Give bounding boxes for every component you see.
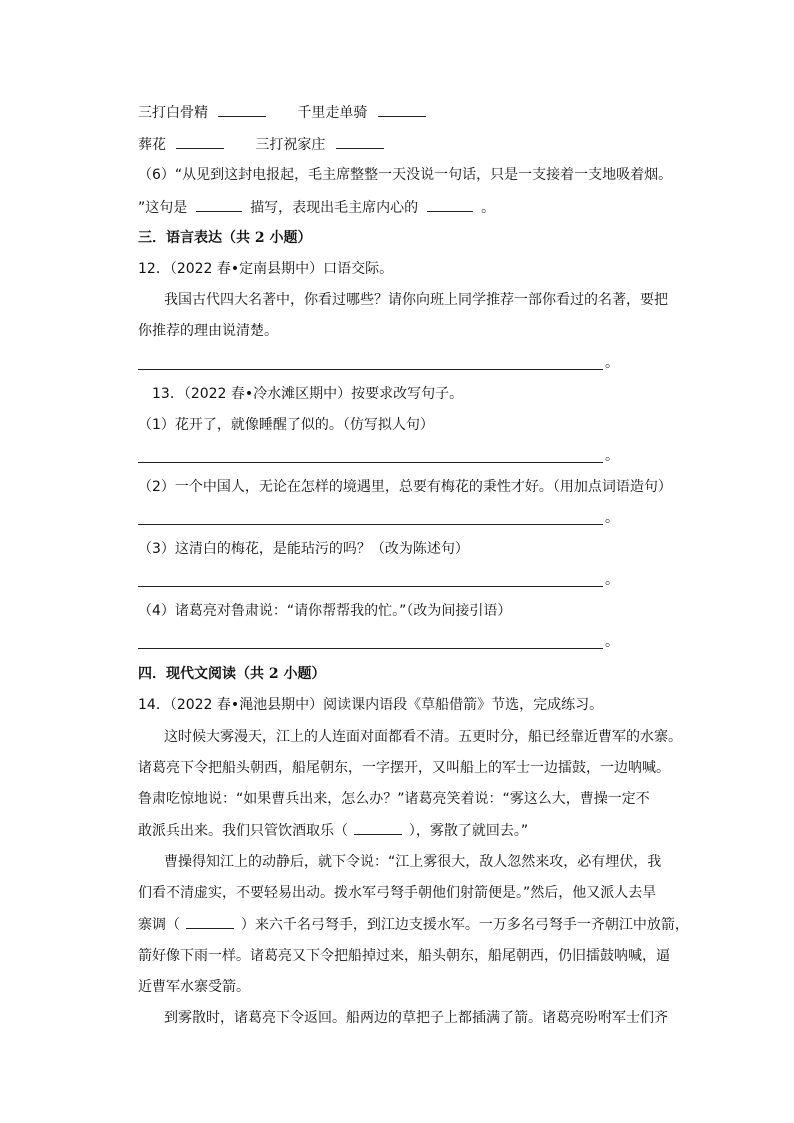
match-label: 三打祝家庄 xyxy=(255,137,326,153)
answer-line-end: 。 xyxy=(605,448,619,464)
match-row-2 xyxy=(138,134,384,155)
question-13-head: 13．（2022 春•冷水滩区期中）按要求改写句子。 xyxy=(152,386,464,402)
answer-line[interactable] xyxy=(138,446,619,466)
answer-blank[interactable] xyxy=(176,134,224,149)
question-14-head: 14．（2022 春•渑池县期中）阅读课内语段《草船借箭》节选，完成练习。 xyxy=(138,697,604,713)
question-13-item-4: （4）诸葛亮对鲁肃说：“请你帮帮我的忙。”（改为间接引语） xyxy=(138,603,512,619)
passage-line: 近曹军水寨受箭。 xyxy=(138,979,250,995)
answer-line-end: 。 xyxy=(605,355,619,371)
passage-line: 寨调（ ）来六千名弓弩手，到江边支援水军。一万多名弓弩手一齐朝江中放箭， xyxy=(138,914,689,935)
match-row-1 xyxy=(138,102,426,123)
question-13-item-3: （3）这清白的梅花，是能玷污的吗？（改为陈述句） xyxy=(138,541,469,557)
answer-blank[interactable] xyxy=(427,197,473,212)
match-label: 千里走单骑 xyxy=(297,105,368,121)
match-label: 葬花 xyxy=(138,137,166,153)
answer-rule xyxy=(138,586,603,587)
passage-line: 敢派兵出来。我们只管饮酒取乐（ ），雾散了就回去。” xyxy=(138,820,528,841)
section-heading: 三．语言表达（共 2 小题） xyxy=(138,230,312,246)
answer-line[interactable] xyxy=(138,632,619,652)
question-12-body: 我国古代四大名著中，你看过哪些？请你向班上同学推荐一部你看过的名著，要把 xyxy=(164,292,668,308)
question-13-item-1: （1）花开了，就像睡醒了似的。（仿写拟人句） xyxy=(138,417,434,433)
passage-line: 鲁肃吃惊地说：“如果曹兵出来，怎么办？”诸葛亮笑着说：“雾这么大，曹操一定不 xyxy=(138,791,650,807)
answer-line-end: 。 xyxy=(605,572,619,588)
answer-rule xyxy=(138,369,603,370)
question-13-item-2: （2）一个中国人，无论在怎样的境遇里，总要有梅花的秉性才好。（用加点词语造句） xyxy=(138,479,672,495)
answer-rule xyxy=(138,524,603,525)
match-label: 三打白骨精 xyxy=(138,105,208,121)
passage-line: 诸葛亮下令把船头朝西，船尾朝东，一字摆开，又叫船上的军士一边擂鼓，一边呐喊。 xyxy=(138,760,670,776)
answer-line[interactable] xyxy=(138,508,619,528)
answer-blank[interactable] xyxy=(354,820,402,835)
passage-line: 们看不清虚实，不要轻易出动。拨水军弓弩手朝他们射箭便是。”然后，他又派人去旱 xyxy=(138,885,657,901)
question-12-body: 你推荐的理由说清楚。 xyxy=(138,323,278,339)
section-heading: 四．现代文阅读（共 2 小题） xyxy=(138,666,326,682)
passage-line: 曹操得知江上的动静后，就下令说：“江上雾很大，敌人忽然来攻，必有埋伏，我 xyxy=(164,854,662,870)
answer-blank[interactable] xyxy=(378,102,426,117)
answer-blank[interactable] xyxy=(336,134,384,149)
answer-line[interactable] xyxy=(138,353,619,373)
passage-line: 到雾散时，诸葛亮下令返回。船两边的草把子上都插满了箭。诸葛亮吩咐军士们齐 xyxy=(164,1010,668,1026)
answer-rule xyxy=(138,648,603,649)
q11-sub6-line1: （6）“从见到这封电报起，毛主席整整一天没说一句话，只是一支接着一支地吸着烟。 xyxy=(138,167,673,183)
answer-line-end: 。 xyxy=(605,510,619,526)
answer-blank[interactable] xyxy=(218,102,266,117)
answer-blank[interactable] xyxy=(196,197,242,212)
question-12-head: 12．（2022 春•定南县期中）口语交际。 xyxy=(138,261,394,277)
answer-line[interactable] xyxy=(138,570,619,590)
answer-blank[interactable] xyxy=(186,914,234,929)
answer-line-end: 。 xyxy=(605,634,619,650)
answer-rule xyxy=(138,462,603,463)
passage-line: 箭好像下雨一样。诸葛亮又下令把船掉过来，船头朝东，船尾朝西，仍旧擂鼓呐喊，逼 xyxy=(138,948,670,964)
q11-sub6-line2: ”这句是 描写，表现出毛主席内心的 。 xyxy=(138,197,495,218)
passage-line: 这时候大雾漫天，江上的人连面对面都看不清。五更时分，船已经靠近曹军的水寨。 xyxy=(164,729,682,745)
